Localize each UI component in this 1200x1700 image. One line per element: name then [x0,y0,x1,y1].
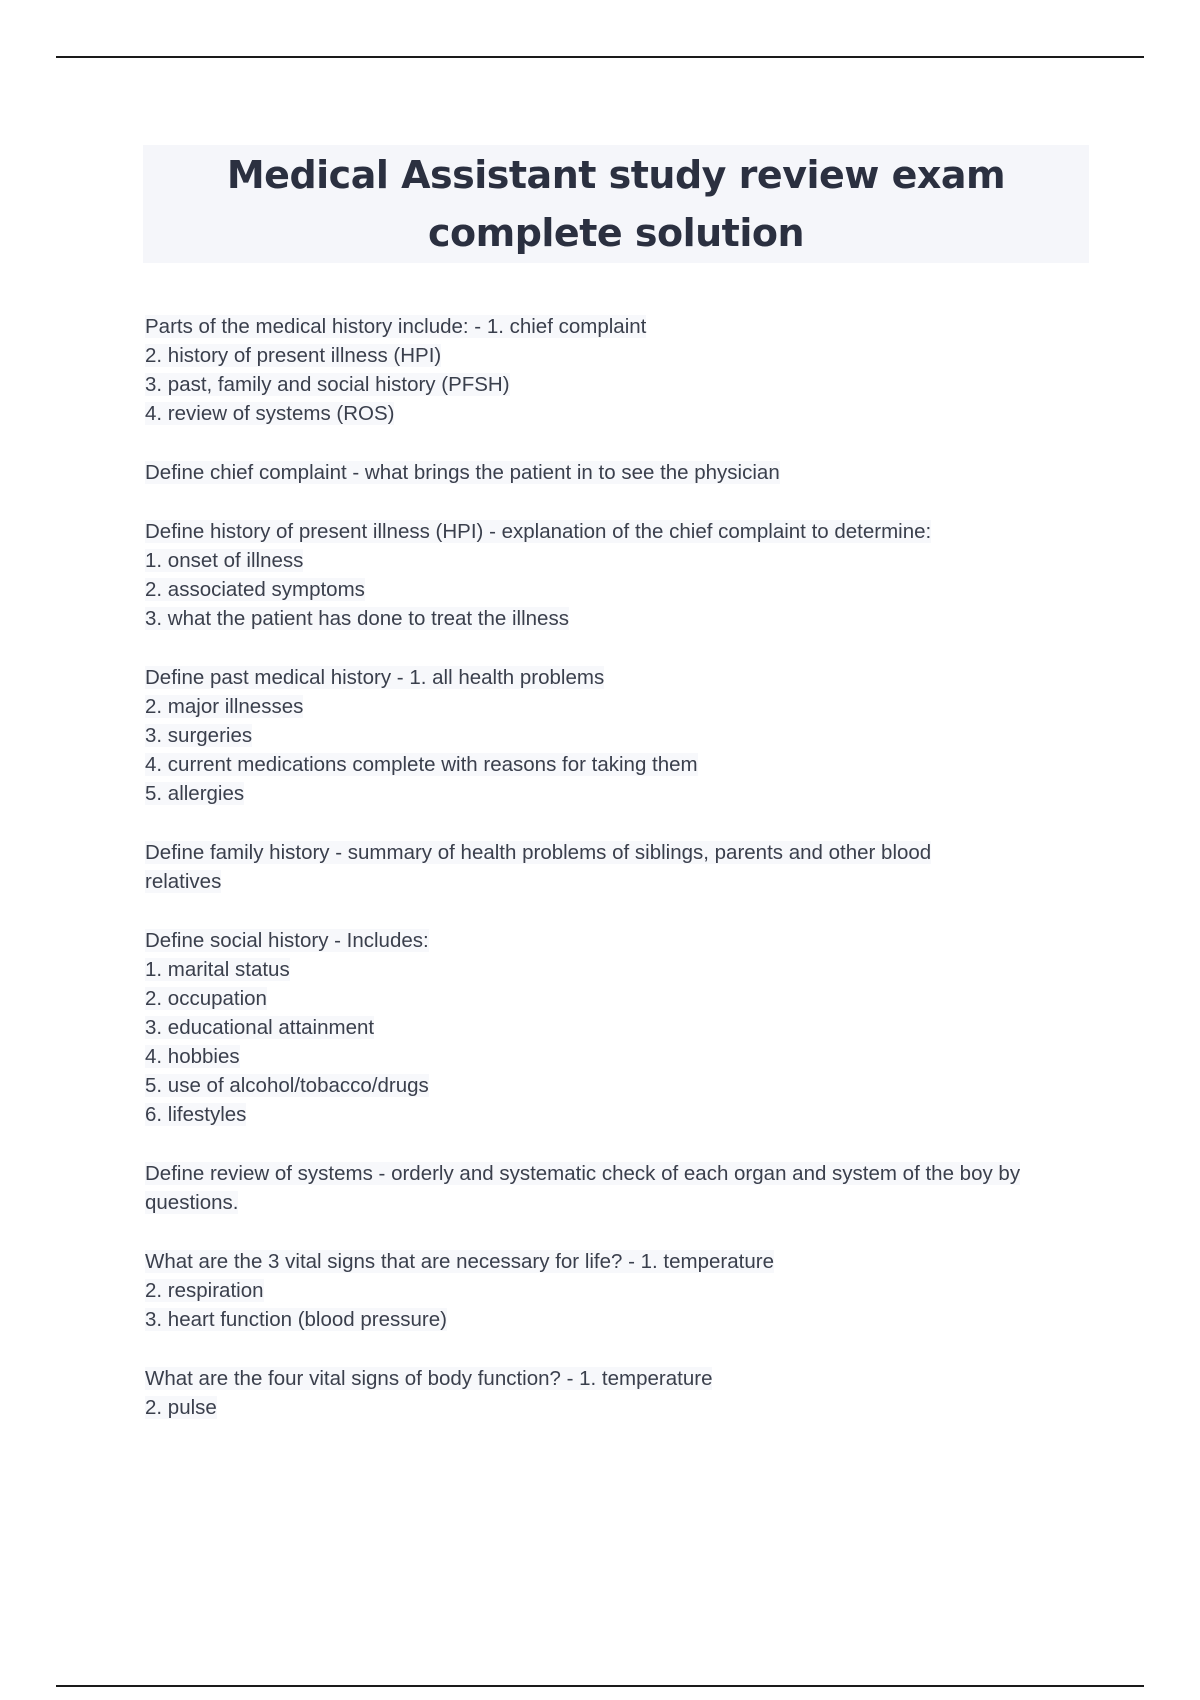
text-line: 4. current medications complete with reasons for taking them [145,753,698,776]
text-line: 3. past, family and social history (PFSH) [145,373,510,396]
text-line: 3. what the patient has done to treat the illness [145,607,569,630]
text-line: Define chief complaint - what brings the patient in to see the physician [145,461,780,484]
text-line: Define family history - summary of health problems of siblings, parents and other blood [145,841,932,864]
text-line: 2. pulse [145,1396,217,1419]
qa-answer-line [145,1188,1095,1217]
text-line: 5. allergies [145,782,245,805]
qa-answer-line [145,604,1095,633]
text-line: 3. educational attainment [145,1016,375,1039]
qa-answer-line [145,341,1095,370]
page-title: Medical Assistant study review exam complete solution [226,153,1006,255]
qa-question-line [145,312,1095,341]
qa-answer-line [145,1276,1095,1305]
qa-question-line [145,458,1095,487]
text-line: Define review of systems - orderly and systematic check of each organ and system of the boy by [145,1162,1021,1185]
footer-rule [56,1685,1144,1687]
qa-answer-line [145,399,1095,428]
qa-question-line [145,1364,1095,1393]
text-line: 6. lifestyles [145,1103,247,1126]
qa-block [145,458,1095,487]
qa-block [145,838,1095,896]
qa-answer-line [145,779,1095,808]
qa-question-line [145,1159,1095,1188]
qa-question-line [145,838,1095,867]
qa-answer-line [145,984,1095,1013]
header-rule [56,56,1144,58]
qa-answer-line [145,1393,1095,1422]
text-line: 2. respiration [145,1279,264,1302]
qa-answer-line [145,1042,1095,1071]
document-body [145,312,1095,1452]
qa-block [145,1364,1095,1422]
qa-question-line [145,517,1095,546]
qa-answer-line [145,546,1095,575]
text-line: Define history of present illness (HPI) - explanation of the chief complaint to determine: [145,520,932,543]
qa-answer-line [145,1071,1095,1100]
qa-block [145,926,1095,1129]
qa-answer-line [145,750,1095,779]
text-line: Define past medical history - 1. all health problems [145,666,605,689]
qa-block [145,1247,1095,1334]
qa-answer-line [145,955,1095,984]
text-line: 3. heart function (blood pressure) [145,1308,447,1331]
qa-block [145,1159,1095,1217]
text-line: What are the 3 vital signs that are necessary for life? - 1. temperature [145,1250,774,1273]
qa-block [145,663,1095,808]
qa-answer-line [145,1305,1095,1334]
qa-answer-line [145,1100,1095,1129]
text-line: 2. associated symptoms [145,578,365,601]
qa-question-line [145,1247,1095,1276]
qa-answer-line [145,692,1095,721]
text-line: 2. major illnesses [145,695,304,718]
text-line: 1. marital status [145,958,290,981]
qa-answer-line [145,575,1095,604]
text-line: What are the four vital signs of body function? - 1. temperature [145,1367,713,1390]
text-line: 3. surgeries [145,724,253,747]
text-line: questions. [145,1191,239,1214]
text-line: Define social history - Includes: [145,929,429,952]
text-line: 2. occupation [145,987,267,1010]
qa-block [145,312,1095,428]
text-line: 4. hobbies [145,1045,240,1068]
text-line: 2. history of present illness (HPI) [145,344,442,367]
qa-question-line [145,926,1095,955]
qa-answer-line [145,867,1095,896]
text-line: relatives [145,870,222,893]
text-line: 1. onset of illness [145,549,304,572]
qa-block [145,517,1095,633]
text-line: Parts of the medical history include: - 1. chief complaint [145,315,647,338]
text-line: 4. review of systems (ROS) [145,402,395,425]
qa-answer-line [145,1013,1095,1042]
qa-answer-line [145,370,1095,399]
text-line: 5. use of alcohol/tobacco/drugs [145,1074,429,1097]
qa-question-line [145,663,1095,692]
qa-answer-line [145,721,1095,750]
title-banner [143,145,1089,263]
